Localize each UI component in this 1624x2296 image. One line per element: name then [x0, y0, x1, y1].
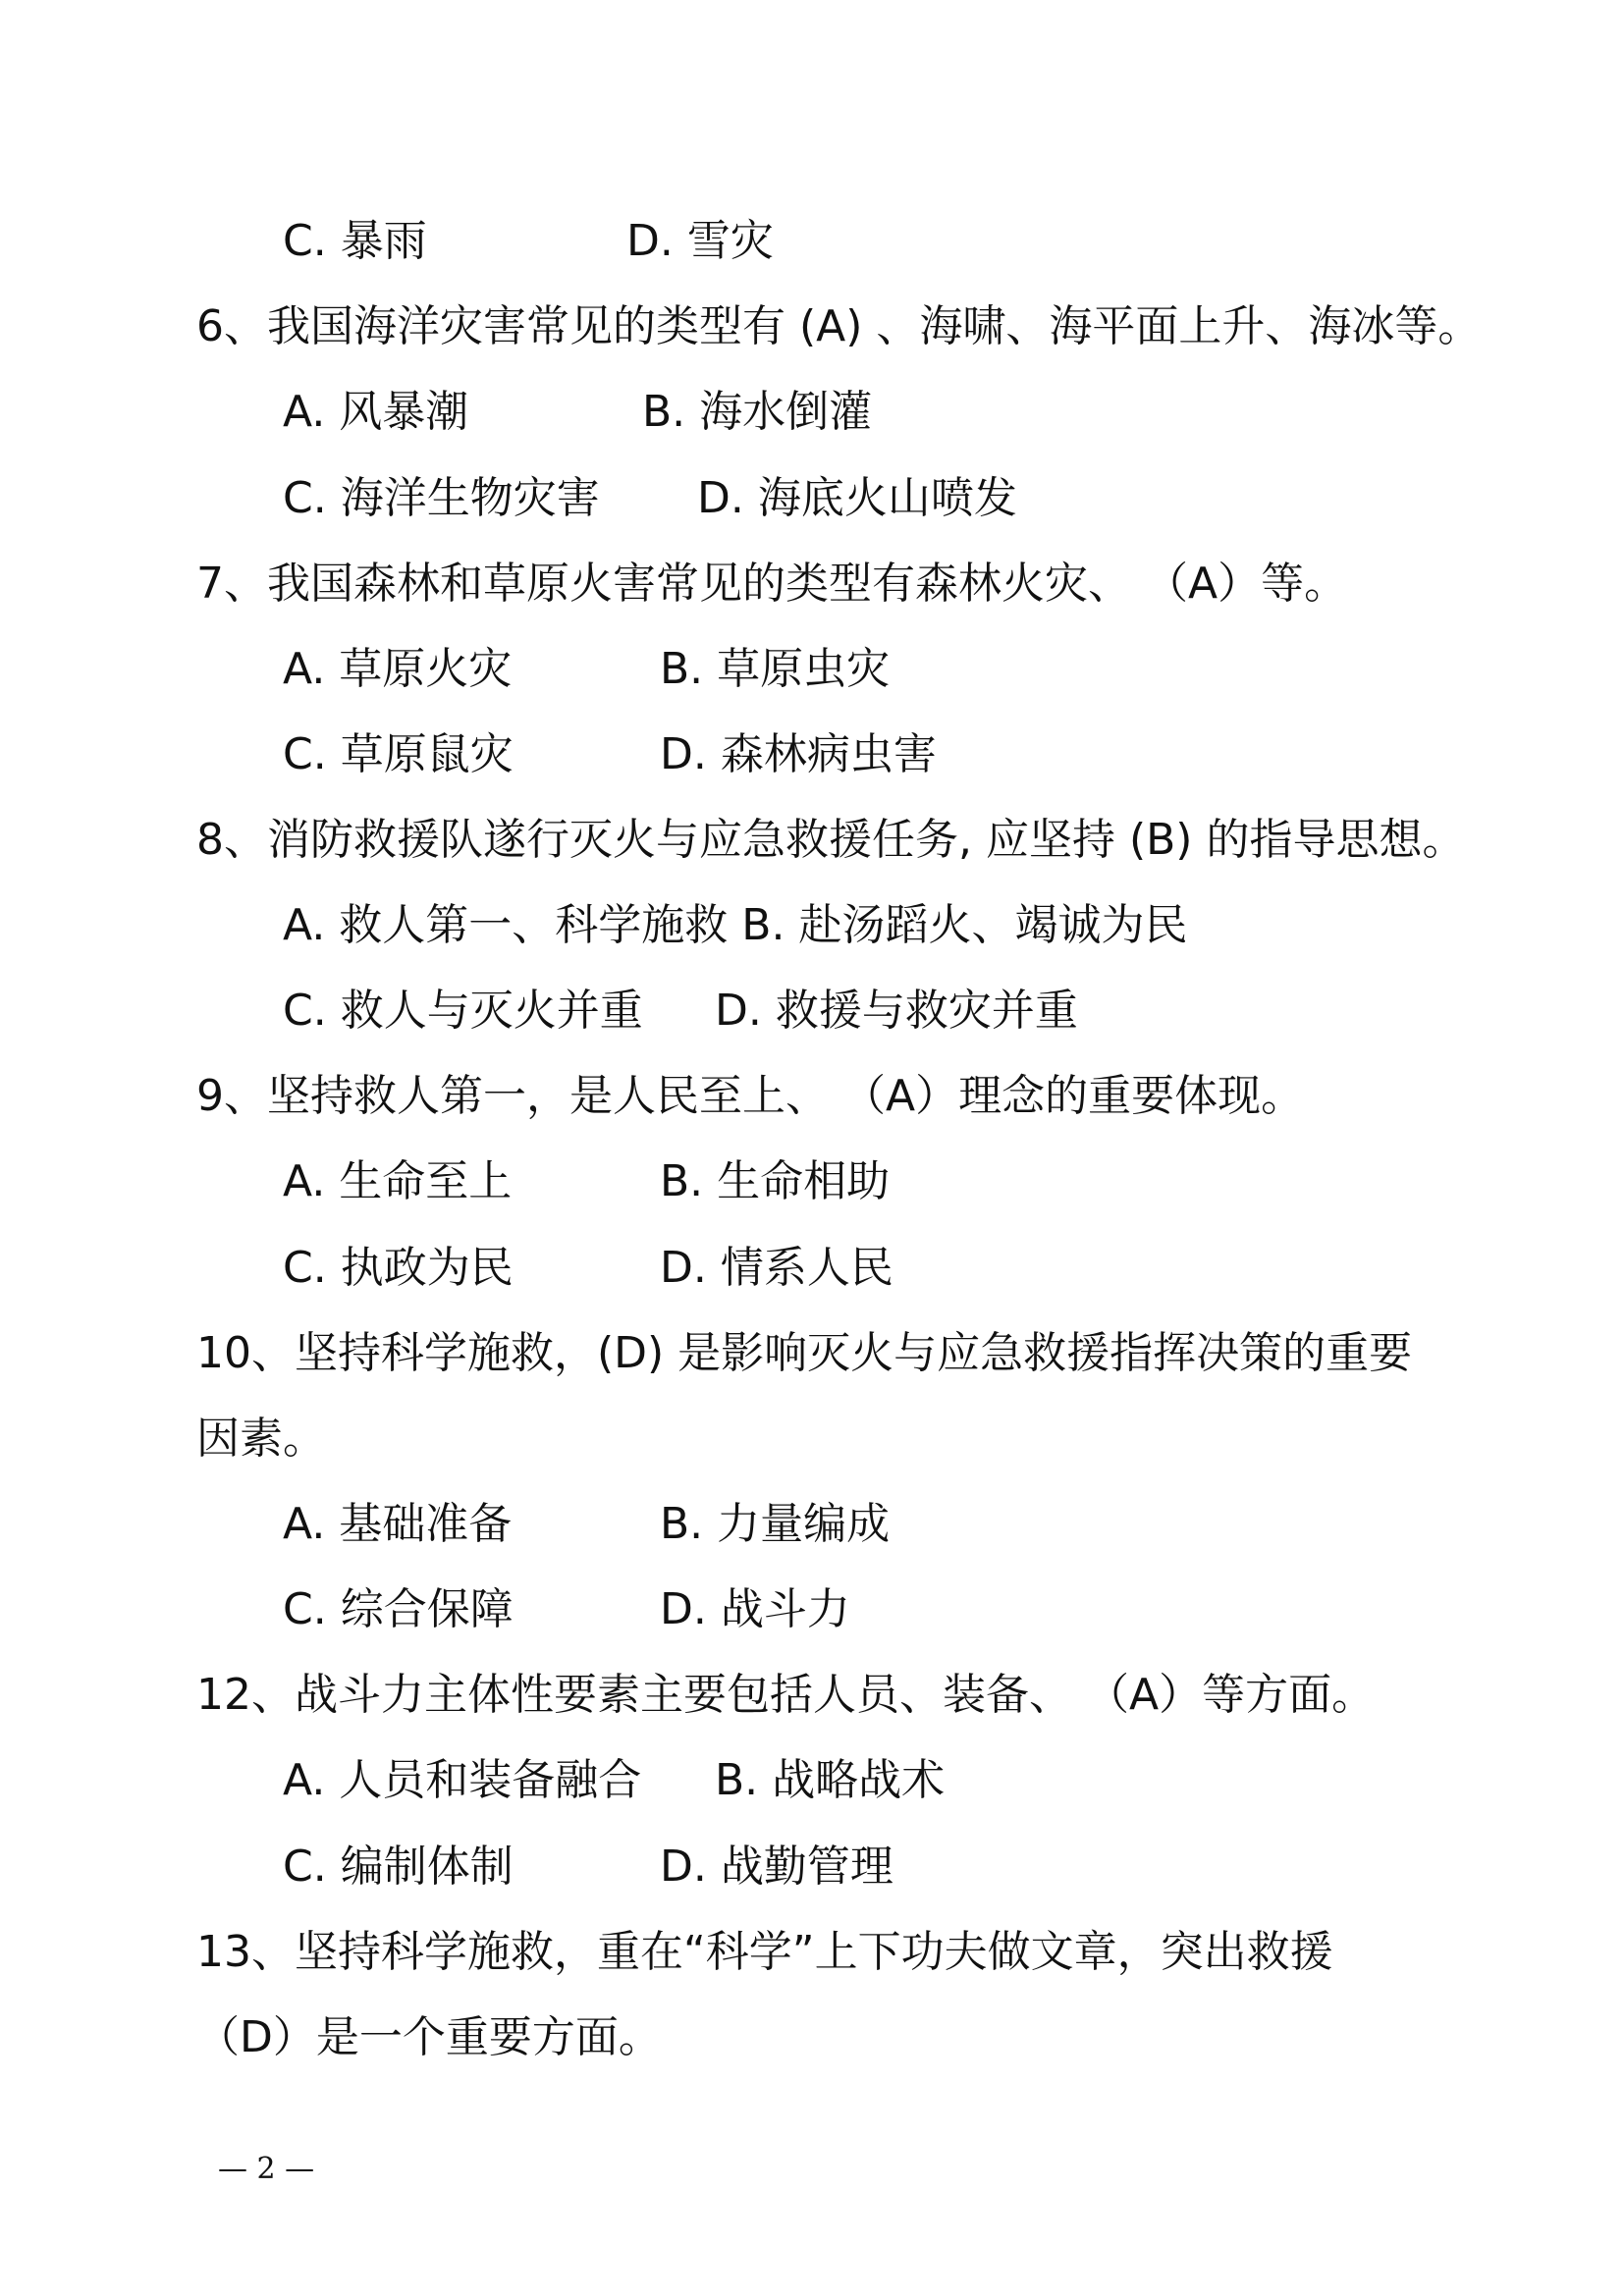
option-a: C. 综合保障 [283, 1584, 514, 1634]
question-text: 6、我国海洋灾害常见的类型有 (A) 、海啸、海平面上升、海冰等。 [196, 301, 1482, 351]
option-a: C. 编制体制 [283, 1842, 514, 1892]
option-line [283, 896, 1187, 955]
option-a: C. 执政为民 [283, 1243, 514, 1293]
option-line [283, 1751, 946, 1810]
question-text-continued: 因素。 [196, 1414, 326, 1464]
option-b: D. 海底火山喷发 [697, 473, 1017, 523]
option-a: A. 救人第一、科学施救 B. 赴汤蹈火、竭诚为民 [283, 900, 1188, 950]
option-a: A. 人员和装备融合 [283, 1755, 642, 1805]
option-a: A. 草原火灾 [283, 644, 513, 694]
option-line [283, 1239, 893, 1298]
option-a: A. 风暴潮 [283, 387, 469, 437]
option-b: B. 海水倒灌 [642, 387, 873, 437]
option-b: D. 救援与救灾并重 [715, 986, 1078, 1036]
option-line [283, 640, 891, 699]
option-line [283, 1495, 891, 1554]
option-b: D. 森林病虫害 [660, 729, 937, 779]
option-line [283, 982, 1078, 1041]
option-b: B. 力量编成 [660, 1499, 891, 1549]
question-text: 7、我国森林和草原火害常见的类型有森林火灾、 （A）等。 [196, 559, 1348, 609]
option-b: D. 战斗力 [660, 1584, 850, 1634]
question-text: 12、战斗力主体性要素主要包括人员、装备、 （A）等方面。 [196, 1670, 1376, 1720]
option-b: D. 雪灾 [626, 216, 774, 266]
option-a: C. 草原鼠灾 [283, 729, 514, 779]
question-text: 8、消防救援队遂行灭火与应急救援任务, 应坚持 (B) 的指导思想。 [196, 815, 1466, 865]
option-line [283, 1152, 891, 1211]
option-a: A. 基础准备 [283, 1499, 513, 1549]
option-line [283, 1838, 893, 1896]
option-line [283, 725, 937, 784]
option-b: B. 草原虫灾 [660, 644, 891, 694]
option-a: C. 救人与灭火并重 [283, 986, 643, 1036]
option-b: D. 情系人民 [660, 1243, 893, 1293]
option-line [283, 1580, 850, 1639]
option-a: C. 暴雨 [283, 216, 427, 266]
question-text: 13、坚持科学施救，重在“科学”上下功夫做文章，突出救援 [196, 1927, 1333, 1977]
question-text: 9、坚持救人第一，是人民至上、 （A）理念的重要体现。 [196, 1071, 1305, 1121]
option-a: C. 海洋生物灾害 [283, 473, 600, 523]
option-b: B. 生命相助 [660, 1156, 891, 1206]
option-b: D. 战勤管理 [660, 1842, 893, 1892]
question-text: 10、坚持科学施救，(D) 是影响灭火与应急救援指挥决策的重要 [196, 1328, 1413, 1378]
page-number: — 2 — [218, 2152, 315, 2186]
question-text-continued: （D）是一个重要方面。 [196, 2012, 662, 2062]
option-line [283, 469, 1017, 528]
option-line [283, 383, 873, 442]
option-line [283, 212, 774, 271]
option-b: B. 战略战术 [715, 1755, 946, 1805]
option-a: A. 生命至上 [283, 1156, 513, 1206]
